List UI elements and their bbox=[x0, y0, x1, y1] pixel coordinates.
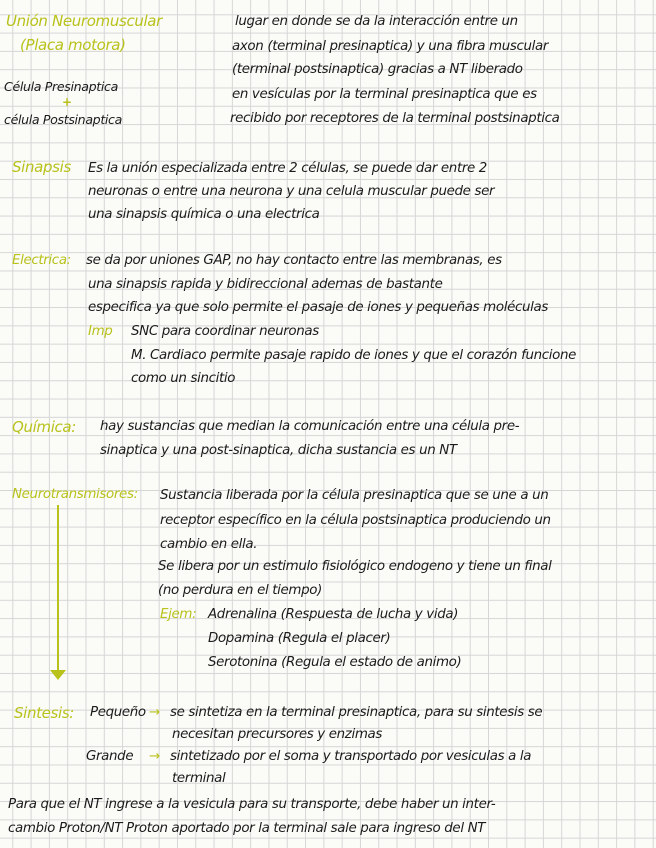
neuro-line: Se libera por un estimulo fisiológico endogeno y tiene un final bbox=[158, 559, 552, 574]
electrica-line: se da por uniones GAP, no hay contacto entre las membranas, es bbox=[86, 253, 502, 268]
down-arrow-line bbox=[57, 505, 59, 672]
example-item: Serotonina (Regula el estado de animo) bbox=[208, 655, 462, 670]
sinapsis-title: Sinapsis bbox=[12, 158, 71, 176]
imp-line: como un sincitio bbox=[131, 371, 236, 386]
neuro-line: cambio en ella. bbox=[160, 537, 258, 552]
example-item: Adrenalina (Respuesta de lucha y vida) bbox=[208, 607, 459, 622]
sintesis-large-label: Grande bbox=[86, 749, 134, 764]
imp-label: Imp bbox=[88, 324, 113, 339]
arrow-right-icon: → bbox=[149, 705, 160, 720]
union-postsinaptica-label: célula Postsinaptica bbox=[4, 112, 123, 127]
final-line: Para que el NT ingrese a la vesicula para su transporte, debe haber un inter- bbox=[8, 797, 496, 812]
ejem-label: Ejem: bbox=[160, 607, 197, 622]
quimica-title: Química: bbox=[12, 418, 76, 436]
union-line: (terminal postsinaptica) gracias a NT liberado bbox=[232, 62, 523, 77]
neuro-title: Neurotransmisores: bbox=[12, 487, 138, 502]
plus-sign: + bbox=[62, 95, 73, 109]
sintesis-small-label: Pequeño bbox=[90, 705, 146, 720]
union-presinaptica-label: Célula Presinaptica bbox=[4, 79, 118, 94]
electrica-line: especifica ya que solo permite el pasaje de iones y pequeñas moléculas bbox=[88, 300, 548, 315]
sinapsis-line: Es la unión especializada entre 2 células, se puede dar entre 2 bbox=[88, 161, 487, 176]
example-item: Dopamina (Regula el placer) bbox=[208, 631, 391, 646]
neuro-line: Sustancia liberada por la célula presinaptica que se une a un bbox=[160, 488, 549, 503]
arrow-right-icon: → bbox=[149, 749, 160, 764]
electrica-title: Electrica: bbox=[12, 253, 71, 268]
down-arrow-icon bbox=[50, 670, 66, 680]
union-subtitle: (Placa motora) bbox=[20, 36, 126, 54]
sinapsis-line: una sinapsis química o una electrica bbox=[88, 207, 320, 222]
union-title: Unión Neuromuscular bbox=[6, 12, 162, 30]
electrica-line: una sinapsis rapida y bidireccional ademas de bastante bbox=[88, 277, 443, 292]
union-line: en vesículas por la terminal presinaptica que es bbox=[232, 87, 537, 102]
neuro-line: receptor específico en la célula postsinaptica produciendo un bbox=[160, 513, 551, 528]
imp-line: SNC para coordinar neuronas bbox=[131, 324, 319, 339]
neuro-line: (no perdura en el tiempo) bbox=[158, 583, 322, 598]
quimica-line: hay sustancias que median la comunicación entre una célula pre- bbox=[100, 419, 520, 434]
sinapsis-line: neuronas o entre una neurona y una celula muscular puede ser bbox=[88, 184, 495, 199]
union-line: lugar en donde se da la interacción entre un bbox=[235, 14, 518, 29]
quimica-line: sinaptica y una post-sinaptica, dicha sustancia es un NT bbox=[100, 443, 457, 458]
union-line: recibido por receptores de la terminal postsinaptica bbox=[230, 111, 560, 126]
union-line: axon (terminal presinaptica) y una fibra muscular bbox=[232, 39, 549, 54]
sintesis-small-line: se sintetiza en la terminal presinaptica, para su sintesis se bbox=[170, 705, 543, 720]
sintesis-title: Sintesis: bbox=[14, 704, 75, 722]
final-line: cambio Proton/NT Proton aportado por la terminal sale para ingreso del NT bbox=[8, 821, 486, 836]
imp-line: M. Cardiaco permite pasaje rapido de iones y que el corazón funcione bbox=[131, 348, 576, 363]
sintesis-large-line: sintetizado por el soma y transportado por vesiculas a la bbox=[170, 749, 532, 764]
sintesis-small-line: necesitan precursores y enzimas bbox=[172, 727, 382, 742]
sintesis-large-line: terminal bbox=[172, 771, 226, 786]
